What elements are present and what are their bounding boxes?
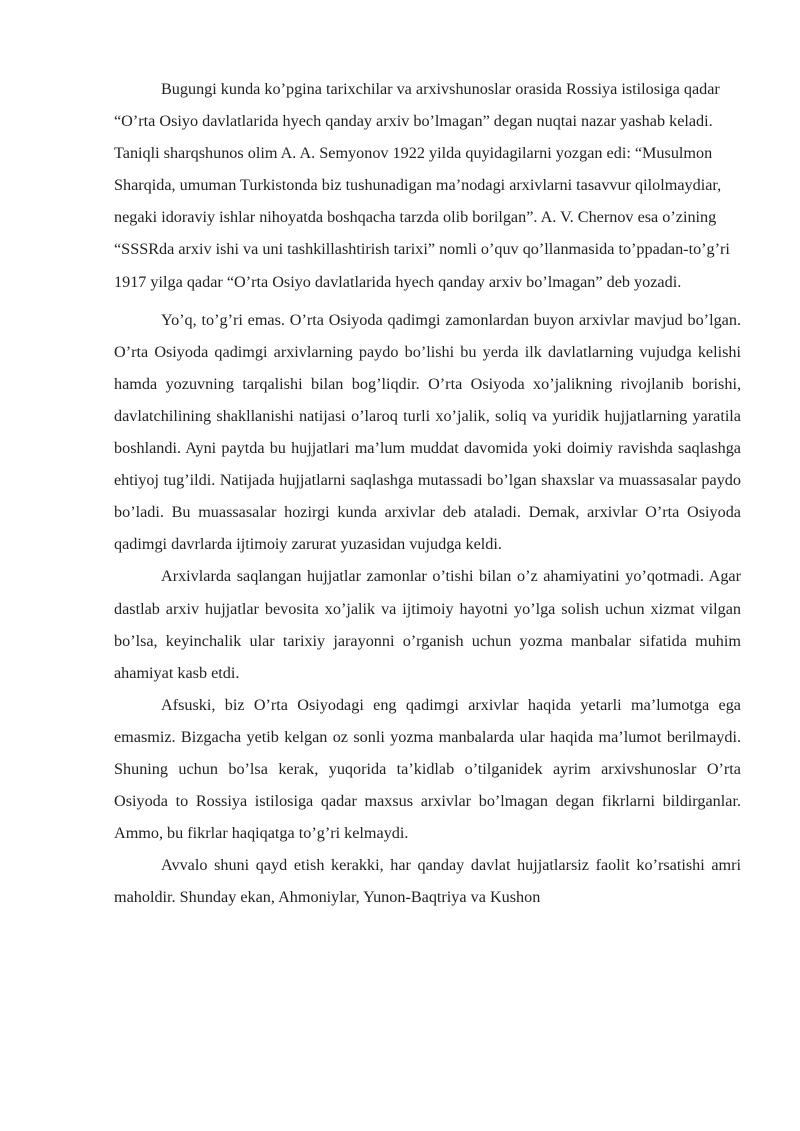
paragraph-3: Arxivlarda saqlangan hujjatlar zamonlar o’tishi bilan o’z ahamiyatini yo’qotmadi. Agar dastlab arxiv hujjatlar bevosita xo’jalik va ijtimoiy hayotni yo’lga solish uchun xizmat vilgan bo’lsa, keyinchalik ular tarixiy jarayonni o’rganish uchun yozma manbalar sifatida muhim ahamiyat kasb etdi. (114, 567, 741, 682)
paragraph-2: Yo’q, to’g’ri emas. O’rta Osiyoda qadimgi zamonlardan buyon arxivlar mavjud bo’lgan. O’rta Osiyoda qadimgi arxivlarning paydo bo’lishi bu yerda ilk davlatlarning vujudga kelishi hamda yozuvning tarqalishi bilan bog’liqdir. O’rta Osiyoda xo’jalikning rivojlanib borishi, davlatchilining shakllanishi natijasi o’laroq turli xo’jalik, soliq va yuridik hujjatlarning yaratila boshlandi. Ayni paytda bu hujjatlari ma’lum muddat davomida yoki doimiy ravishda saqlashga ehtiyoj tug’ildi. Natijada hujjatlarni saqlashga mutassadi bo’lgan shaxslar va muassasalar paydo bo’ladi. Bu muassasalar hozirgi kunda arxivlar deb ataladi. Demak, arxivlar O’rta Osiyoda qadimgi davrlarda ijtimoiy zarurat yuzasidan vujudga keldi. (114, 310, 741, 554)
paragraph-4: Afsuski, biz O’rta Osiyodagi eng qadimgi arxivlar haqida yetarli ma’lumotga ega emasmiz. Bizgacha yetib kelgan oz sonli yozma manbalarda ular haqida ma’lumot berilmaydi. Shuning uchun bo’lsa kerak, yuqorida ta’kidlab o’tilganidek ayrim arxivshunoslar O’rta Osiyoda to Rossiya istilosiga qadar maxsus arxivlar bo’lmagan degan fikrlarni bildirganlar. Ammo, bu fikrlar haqiqatga to’g’ri kelmaydi. (114, 695, 741, 843)
paragraph-5: Avvalo shuni qayd etish kerakki, har qanday davlat hujjatlarsiz faolit ko’rsatishi amri maholdir. Shunday ekan, Ahmoniylar, Yunon-Baqtriya va Kushon (114, 856, 741, 907)
body-text (114, 73, 741, 913)
paragraph-1: Bugungi kunda ko’pgina tarixchilar va arxivshunoslar orasida Rossiya istilosiga qadar “O’rta Osiyo davlatlarida hyech qanday arxiv bo’lmagan” degan nuqtai nazar yashab keladi. Taniqli sharqshunos olim A. A. Semyonov 1922 yilda quyidagilarni yozgan edi: “Musulmon Sharqida, umuman Turkistonda biz tushunadigan ma’nodagi arxivlarni tasavvur qilolmaydiar, negaki idoraviy ishlar nihoyatda boshqacha tarzda olib borilgan”. A. V. Chernov esa o’zining “SSSRda arxiv ishi va uni tashkillashtirish tarixi” nomli o’quv qo’llanmasida to’ppadan-to’g’ri 1917 yilga qadar “O’rta Osiyo davlatlarida hyech qanday arxiv bo’lmagan” deb yozadi. (114, 80, 730, 291)
